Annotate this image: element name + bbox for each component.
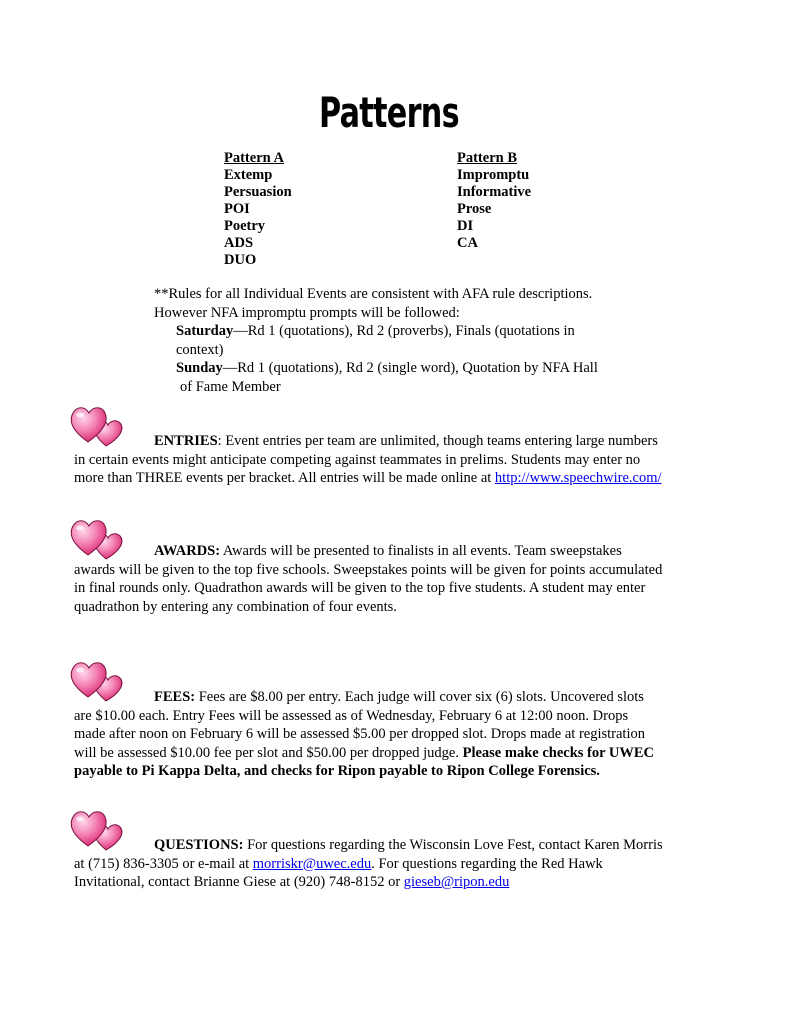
pattern-a-item: Extemp — [224, 167, 273, 183]
pattern-a-item: DUO — [224, 252, 257, 268]
fees-text: Fees are $8.00 per entry. Each judge will cover six (6) slots. Uncovered slots — [195, 689, 644, 705]
saturday-rule-cont: context) — [176, 341, 224, 358]
pattern-a-item: Persuasion — [224, 184, 292, 200]
awards-line — [74, 542, 714, 561]
entries-line — [74, 469, 714, 488]
questions-text: . For questions regarding the Red Hawk — [371, 855, 603, 872]
entries-line — [74, 432, 714, 451]
entries-text: : Event entries per team are unlimited, though teams entering large numbers — [217, 433, 658, 449]
pattern-a-item: POI — [224, 201, 250, 217]
questions-line — [74, 873, 714, 892]
fees-line: are $10.00 each. Entry Fees will be assessed as of Wednesday, February 6 at 12:00 noon. Drops — [74, 707, 629, 724]
page-title: Patterns — [318, 88, 459, 137]
questions-line — [74, 855, 714, 874]
questions-line — [74, 836, 714, 855]
questions-text: at (715) 836-3305 or e-mail at — [74, 855, 253, 872]
pattern-b-heading: Pattern B — [457, 150, 517, 166]
pattern-a-heading: Pattern A — [224, 150, 284, 166]
questions-text: Invitational, contact Brianne Giese at (920) 748-8152 or — [74, 874, 404, 890]
awards-line: awards will be given to the top five schools. Sweepstakes points will be given for points accumulated — [74, 561, 663, 578]
questions-text: For questions regarding the Wisconsin Love Fest, contact Karen Morris — [243, 837, 663, 853]
saturday-rule — [154, 322, 654, 341]
fees-section — [74, 688, 714, 781]
sunday-label: Sunday — [176, 360, 223, 376]
pattern-b-item: Informative — [457, 184, 532, 200]
pattern-b-item: Impromptu — [457, 167, 530, 183]
pattern-b-list — [457, 150, 531, 252]
fees-text: will be assessed $10.00 fee per slot and $50.00 per dropped judge. — [74, 744, 463, 761]
pattern-b-item: CA — [457, 235, 478, 251]
awards-line: in final rounds only. Quadrathon awards will be given to the top five students. A student may enter — [74, 580, 646, 596]
pattern-a-item: ADS — [224, 235, 254, 251]
pattern-a-item: Poetry — [224, 218, 266, 234]
sunday-text: —Rd 1 (quotations), Rd 2 (single word), Quotation by NFA Hall — [222, 360, 598, 376]
awards-line: quadrathon by entering any combination of four events. — [74, 598, 397, 615]
awards-section — [74, 542, 714, 616]
pattern-b-item: DI — [457, 218, 474, 234]
pattern-a-list — [224, 150, 292, 269]
fees-checks-note: payable to Pi Kappa Delta, and checks for Ripon payable to Ripon College Forensics. — [74, 763, 600, 779]
rules-line: **Rules for all Individual Events are consistent with AFA rule descriptions. — [154, 286, 593, 302]
fees-line: made after noon on February 6 will be assessed $5.00 per dropped slot. Drops made at registration — [74, 726, 645, 742]
entries-section — [74, 432, 714, 488]
speechwire-link[interactable]: http://www.speechwire.com/ — [494, 470, 662, 486]
entries-label: ENTRIES — [154, 433, 218, 449]
pattern-b-item: Prose — [457, 201, 492, 217]
rules-block — [154, 285, 654, 396]
awards-text: Awards will be presented to finalists in all events. Team sweepstakes — [220, 543, 622, 559]
fees-label: FEES: — [154, 689, 196, 705]
saturday-text: —Rd 1 (quotations), Rd 2 (proverbs), Finals (quotations in — [233, 323, 575, 339]
fees-line — [74, 688, 714, 707]
saturday-label: Saturday — [176, 323, 234, 339]
rules-line: However NFA impromptu prompts will be followed: — [154, 304, 460, 321]
fees-checks-note: Please make checks for UWEC — [462, 744, 655, 761]
ripon-email-link[interactable]: gieseb@ripon.edu — [403, 874, 510, 890]
sunday-rule — [154, 359, 654, 378]
entries-line: in certain events might anticipate competing against teammates in prelims. Students may enter no — [74, 451, 641, 468]
uwec-email-link[interactable]: morriskr@uwec.edu — [252, 855, 372, 872]
sunday-rule-cont: of Fame Member — [180, 378, 281, 395]
questions-section — [74, 836, 714, 892]
awards-label: AWARDS: — [154, 543, 221, 559]
questions-label: QUESTIONS: — [154, 837, 244, 853]
fees-line — [74, 744, 714, 763]
entries-text: more than THREE events per bracket. All entries will be made online at — [74, 470, 495, 486]
